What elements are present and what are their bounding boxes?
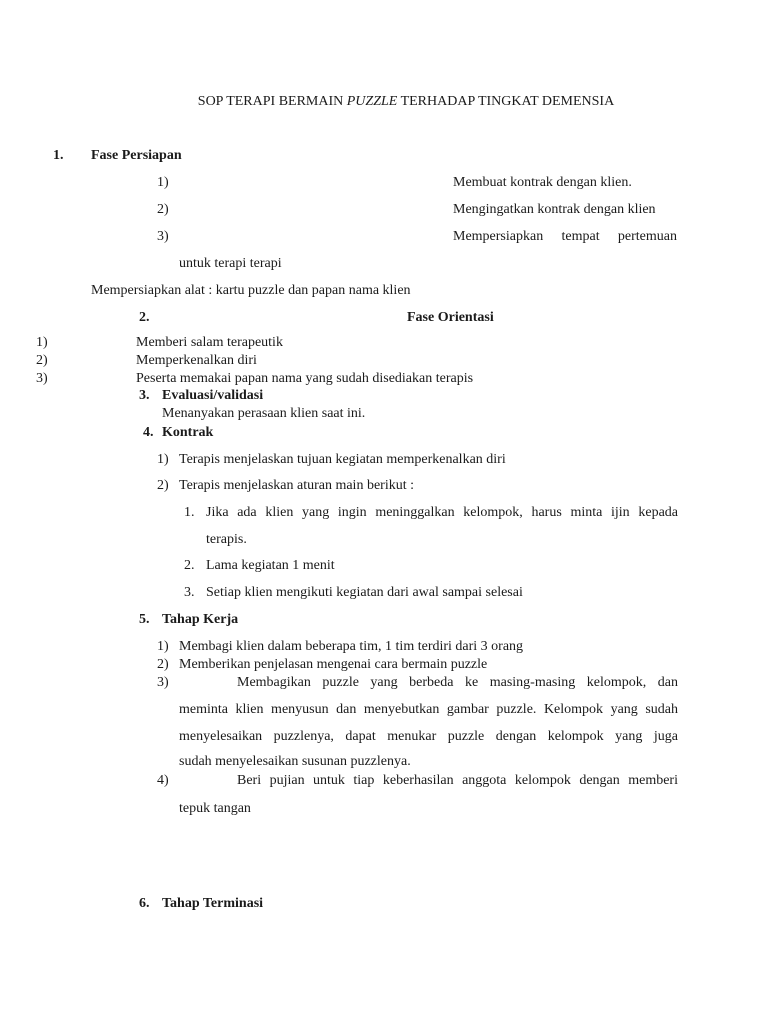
section-5-number: 5. [139, 612, 150, 627]
s5-item-2-text: Memberikan penjelasan mengenai cara bermain puzzle [179, 657, 488, 672]
s4-item-1-number: 1) [157, 452, 169, 467]
s2-item-3-number: 3) [36, 371, 48, 386]
s4-rule-1-text: Jika ada klien yang ingin meninggalkan kelompok, harus minta ijin kepada [206, 505, 678, 520]
s4-rule-3-number: 3. [184, 585, 195, 600]
s4-rule-2-number: 2. [184, 558, 195, 573]
section-3-number: 3. [139, 388, 150, 403]
s4-item-1-text: Terapis menjelaskan tujuan kegiatan memperkenalkan diri [179, 452, 506, 467]
s4-rule-3-text: Setiap klien mengikuti kegiatan dari awal sampai selesai [206, 585, 523, 600]
section-1-number: 1. [53, 148, 64, 163]
s4-rule-1-continuation: terapis. [206, 532, 247, 547]
section-6-number: 6. [139, 896, 150, 911]
section-5-heading: Tahap Kerja [162, 612, 239, 627]
s1-tools-line: Mempersiapkan alat : kartu puzzle dan papan nama klien [91, 283, 411, 298]
title-text-before: SOP TERAPI BERMAIN [197, 94, 347, 109]
s5-item-3-line-2: meminta klien menyusun dan menyebutkan gambar puzzle. Kelompok yang sudah [179, 702, 678, 717]
section-4-number: 4. [143, 425, 154, 440]
s1-item-3-continuation: untuk terapi terapi [179, 256, 282, 271]
section-3-heading: Evaluasi/validasi [162, 388, 264, 403]
s2-item-3-text: Peserta memakai papan nama yang sudah disediakan terapis [136, 371, 474, 386]
s5-item-3-line-4: sudah menyelesaikan susunan puzzlenya. [179, 754, 411, 769]
document-title [0, 94, 768, 110]
title-text-italic: PUZZLE [346, 94, 398, 109]
s1-item-3-text: Mempersiapkan tempat pertemuan [453, 229, 677, 244]
s5-item-4-line-1: Beri pujian untuk tiap keberhasilan anggota kelompok dengan memberi [237, 773, 678, 788]
s2-item-1-number: 1) [36, 335, 48, 350]
s3-text: Menanyakan perasaan klien saat ini. [162, 406, 366, 421]
s5-item-3-line-3: menyelesaikan puzzlenya, dapat menukar puzzle dengan kelompok yang juga [179, 729, 678, 744]
s5-item-3-number: 3) [157, 675, 169, 690]
section-4-heading: Kontrak [162, 425, 214, 440]
s4-item-2-number: 2) [157, 478, 169, 493]
s4-rule-1-number: 1. [184, 505, 195, 520]
title-text-after: TERHADAP TINGKAT DEMENSIA [397, 94, 615, 109]
s2-item-2-number: 2) [36, 353, 48, 368]
section-2-number: 2. [139, 310, 150, 325]
s2-item-1-text: Memberi salam terapeutik [136, 335, 283, 350]
s1-item-2-text: Mengingatkan kontrak dengan klien [453, 202, 656, 217]
s5-item-4-number: 4) [157, 773, 169, 788]
section-6-heading: Tahap Terminasi [162, 896, 264, 911]
s1-item-2-number: 2) [157, 202, 169, 217]
s5-item-1-number: 1) [157, 639, 169, 654]
s2-item-2-text: Memperkenalkan diri [136, 353, 257, 368]
section-2-heading: Fase Orientasi [407, 310, 494, 325]
s1-item-1-number: 1) [157, 175, 169, 190]
s4-item-2-text: Terapis menjelaskan aturan main berikut : [179, 478, 414, 493]
s1-item-1-text: Membuat kontrak dengan klien. [453, 175, 632, 190]
section-1-heading: Fase Persiapan [91, 148, 182, 163]
s5-item-1-text: Membagi klien dalam beberapa tim, 1 tim terdiri dari 3 orang [179, 639, 524, 654]
s4-rule-2-text: Lama kegiatan 1 menit [206, 558, 335, 573]
s5-item-4-line-2: tepuk tangan [179, 801, 251, 816]
s5-item-2-number: 2) [157, 657, 169, 672]
s5-item-3-line-1: Membagikan puzzle yang berbeda ke masing-masing kelompok, dan [237, 675, 678, 690]
s1-item-3-number: 3) [157, 229, 169, 244]
